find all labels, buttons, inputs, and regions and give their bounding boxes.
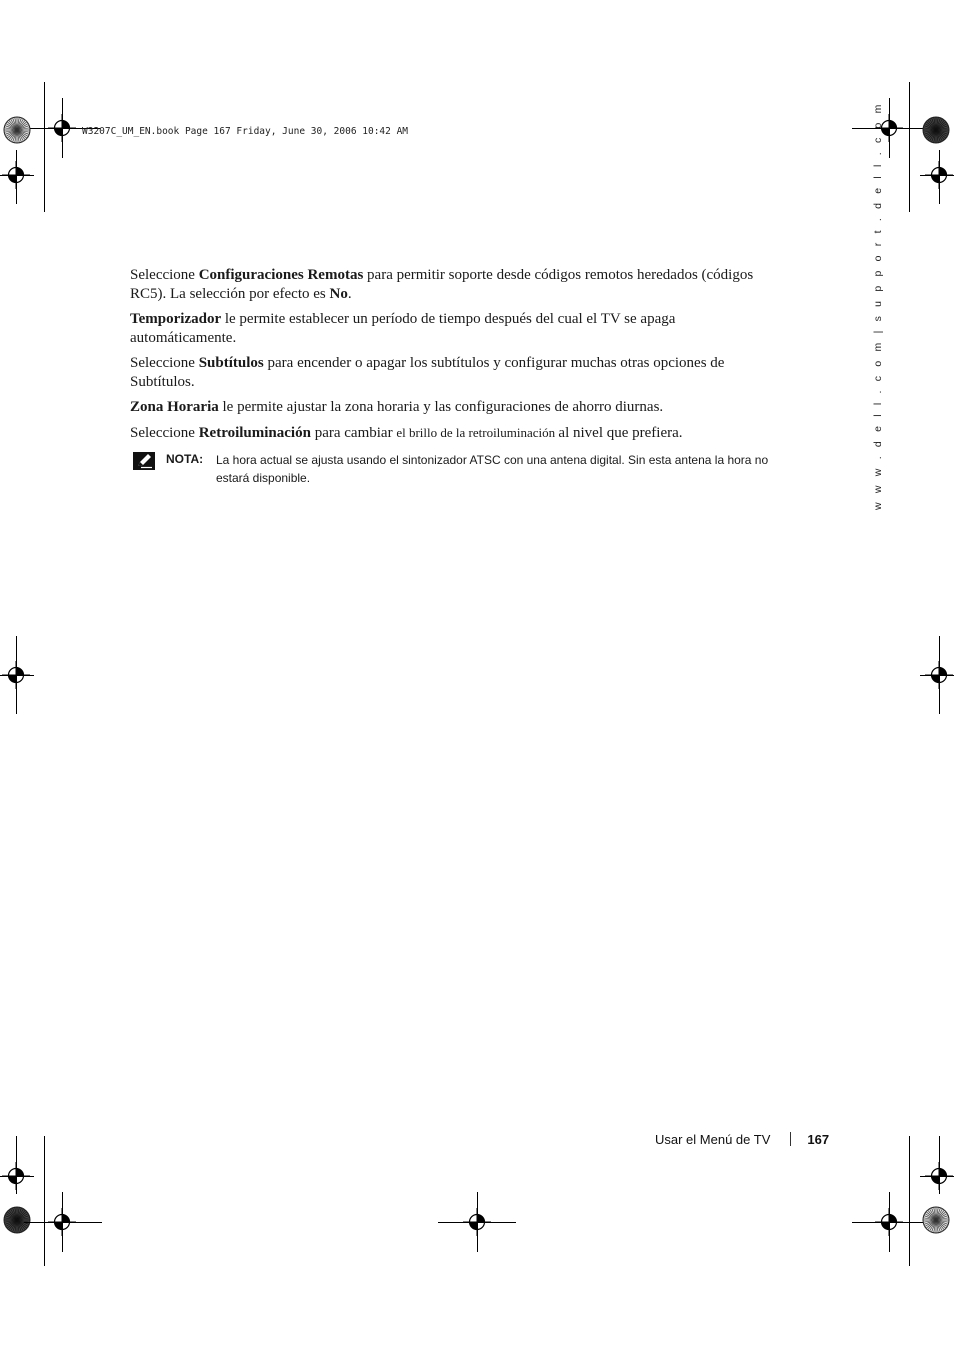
- crop-line-bottom-left-vertical: [44, 1136, 45, 1266]
- paragraph-subtitles: Seleccione Subtítulos para encender o apagar los subtítulos y configurar muchas otras opciones de Subtítulos.: [130, 355, 725, 390]
- registration-mark-left-lower: [2, 1162, 30, 1190]
- term-backlight: Retroiluminación: [198, 425, 311, 441]
- crop-line-top-left-vertical: [44, 82, 45, 212]
- registration-mark-bottom-right: [875, 1208, 903, 1236]
- registration-mark-top-left: [48, 114, 76, 142]
- registration-mark-left-middle: [2, 661, 30, 689]
- term-timer: Temporizador: [130, 311, 222, 327]
- registration-mark-right-upper: [925, 161, 953, 189]
- registration-mark-right-lower: [925, 1162, 953, 1190]
- pencil-note-icon: [133, 452, 155, 470]
- paragraph-backlight: Seleccione Retroiluminación para cambiar el brillo de la retroiluminación al nivel que prefiera.: [130, 425, 683, 441]
- starburst-mark-top-right: [921, 115, 951, 145]
- registration-mark-left-upper: [2, 161, 30, 189]
- registration-mark-bottom-left: [48, 1208, 76, 1236]
- starburst-mark-bottom-right: [921, 1205, 951, 1235]
- crop-line-bottom-right-vertical: [909, 1136, 910, 1266]
- term-no: No: [329, 286, 348, 302]
- print-job-header: W3207C_UM_EN.book Page 167 Friday, June 30, 2006 10:42 AM: [82, 126, 409, 137]
- main-content: [130, 266, 770, 487]
- note-label: NOTA:: [166, 452, 204, 466]
- term-time-zone: Zona Horaria: [130, 399, 219, 415]
- starburst-mark-bottom-left: [2, 1205, 32, 1235]
- term-remote-config: Configuraciones Remotas: [198, 267, 364, 283]
- page-number: 167: [807, 1132, 830, 1147]
- paragraph-time-zone: Zona Horaria le permite ajustar la zona horaria y las configuraciones de ahorro diurnas.: [130, 399, 664, 415]
- registration-mark-right-middle: [925, 661, 953, 689]
- footer-section-title: Usar el Menú de TV: [655, 1132, 771, 1147]
- crop-line-top-right-vertical: [909, 82, 910, 212]
- side-url-text: w w w . d e l l . c o m | s u p p o r t . d e l l . c o m: [872, 101, 884, 510]
- footer-separator: [790, 1132, 791, 1146]
- page-footer: [655, 1132, 829, 1147]
- note-block: [130, 451, 770, 487]
- paragraph-timer: Temporizador le permite establecer un período de tiempo después del cual el TV se apaga automáticamente.: [130, 311, 676, 346]
- term-subtitles: Subtítulos: [198, 355, 264, 371]
- note-text: La hora actual se ajusta usando el sintonizador ATSC con una antena digital. Sin esta antena la hora no estará disponible.: [216, 453, 769, 485]
- starburst-mark-top-left: [2, 115, 32, 145]
- paragraph-remote-config: Seleccione Configuraciones Remotas para permitir soporte desde códigos remotos heredados (códigos RC5). La selección por efecto es No.: [130, 267, 754, 302]
- registration-mark-bottom-center: [463, 1208, 491, 1236]
